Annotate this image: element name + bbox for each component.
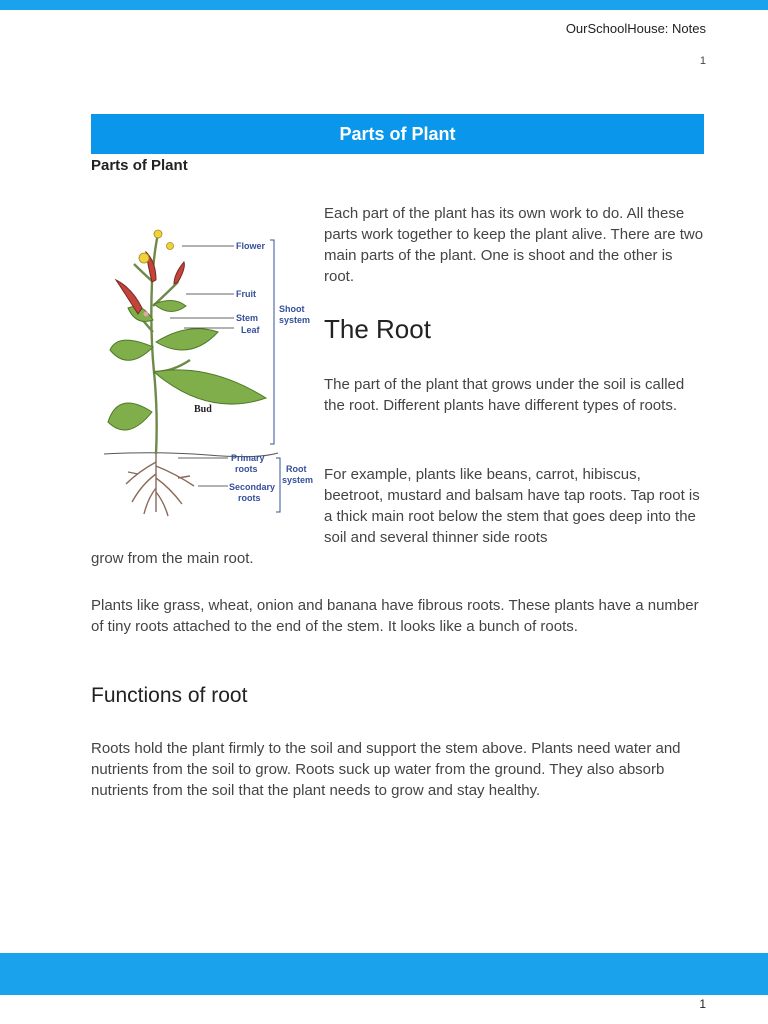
title-banner-text: Parts of Plant bbox=[339, 123, 456, 144]
label-secondary-roots-1: Secondary bbox=[229, 482, 276, 492]
top-accent-bar bbox=[0, 0, 768, 10]
functions-paragraph: Roots hold the plant firmly to the soil and support the stem above. Plants need water and nutrients from the soil to grow. Roots suck up water from the ground. They also absorb nutrients from the soil that the plant needs to grow and stay healthy. bbox=[91, 740, 681, 799]
intro-paragraph: Each part of the plant has its own work to do. All these parts work together to keep the plant alive. There are two main parts of the plant. One is shoot and the other is root. bbox=[324, 205, 704, 285]
tap-root-paragraph: For example, plants like beans, carrot, hibiscus, beetroot, mustard and balsam have tap roots. Tap root is a thick main root below the stem that goes deep into the soil and several thinner side roots bbox=[324, 466, 700, 546]
label-primary-roots-1: Primary bbox=[231, 453, 265, 463]
label-stem: Stem bbox=[236, 313, 259, 323]
plant-parts-diagram bbox=[98, 222, 320, 522]
label-primary-roots-2: roots bbox=[235, 464, 258, 474]
header-site-name: OurSchoolHouse: Notes bbox=[565, 21, 706, 36]
label-leaf: Leaf bbox=[241, 325, 260, 335]
plant-illustration bbox=[98, 222, 320, 522]
fibrous-root-paragraph: Plants like grass, wheat, onion and banana have fibrous roots. These plants have a number of tiny roots attached to the end of the stem. It looks like a bunch of roots. bbox=[91, 597, 699, 635]
root-heading: The Root bbox=[324, 314, 431, 344]
footer-page-number: 1 bbox=[699, 997, 706, 1011]
header-page-number: 1 bbox=[699, 55, 706, 67]
label-bud: Bud bbox=[194, 404, 212, 415]
roots-drawing bbox=[126, 454, 194, 516]
label-shoot-system-1: Shoot bbox=[279, 304, 305, 314]
section-subtitle: Parts of Plant bbox=[91, 157, 188, 174]
footer-accent-band bbox=[0, 953, 768, 995]
system-brackets bbox=[270, 240, 280, 512]
tap-root-paragraph-continued: grow from the main root. bbox=[91, 550, 254, 567]
label-root-system-2: system bbox=[282, 475, 314, 485]
label-flower: Flower bbox=[236, 241, 266, 251]
root-paragraph: The part of the plant that grows under the soil is called the root. Different plants have different types of roots. bbox=[324, 376, 685, 414]
label-root-system-1: Root bbox=[286, 464, 307, 474]
label-shoot-system-2: system bbox=[279, 315, 311, 325]
label-fruit: Fruit bbox=[236, 289, 256, 299]
label-secondary-roots-2: roots bbox=[238, 493, 261, 503]
title-banner bbox=[91, 114, 704, 154]
functions-heading: Functions of root bbox=[91, 684, 248, 707]
